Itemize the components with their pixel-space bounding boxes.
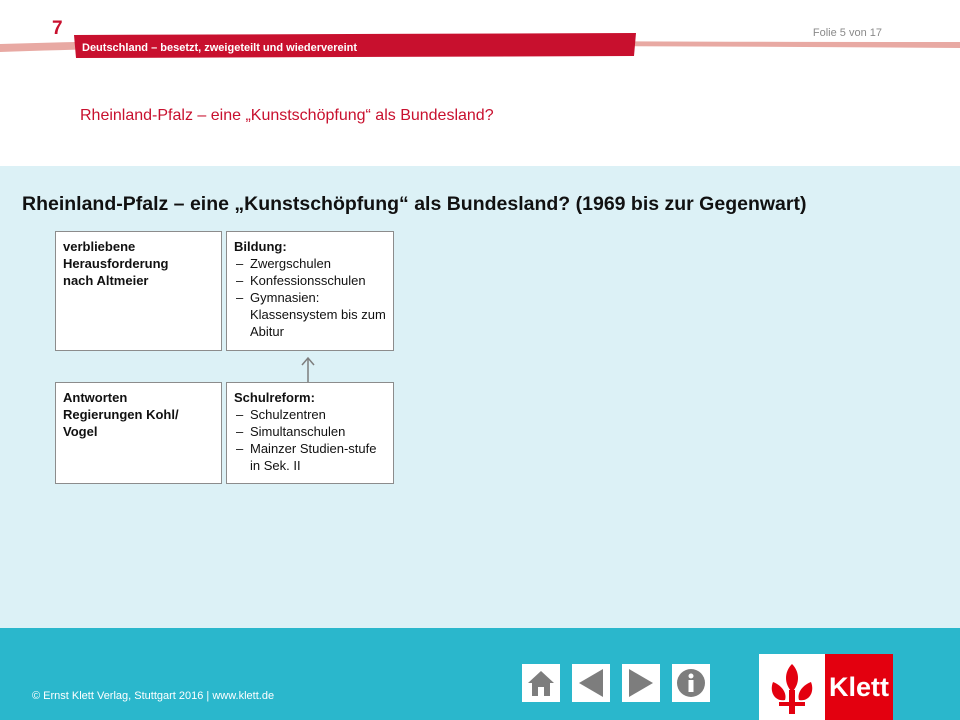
next-button[interactable] bbox=[622, 664, 660, 702]
list-item: – Mainzer Studien-stufe in Sek. II bbox=[234, 440, 386, 474]
home-icon bbox=[524, 666, 558, 700]
education-list bbox=[234, 255, 386, 340]
chapter-title: Deutschland – besetzt, zweigeteilt und wiedervereint bbox=[82, 42, 358, 54]
previous-button[interactable] bbox=[572, 664, 610, 702]
reform-heading: Schulreform: bbox=[234, 390, 315, 405]
slide-title: Rheinland-Pfalz – eine „Kunstschöpfung“ als Bundesland? (1969 bis zur Gegenwart) bbox=[22, 193, 807, 215]
education-heading: Bildung: bbox=[234, 239, 287, 254]
list-item: – Simultanschulen bbox=[234, 423, 386, 440]
page-subtitle: Rheinland-Pfalz – eine „Kunstschöpfung“ als Bundesland? bbox=[80, 107, 494, 124]
education-box bbox=[226, 231, 394, 351]
slide-counter: Folie 5 von 17 bbox=[812, 27, 882, 39]
list-item: – Schulzentren bbox=[234, 406, 386, 423]
chapter-number: 7 bbox=[52, 18, 63, 39]
answers-label-box bbox=[55, 382, 222, 484]
list-item: – Zwergschulen bbox=[234, 255, 386, 272]
info-button[interactable] bbox=[672, 664, 710, 702]
reform-box bbox=[226, 382, 394, 484]
klett-logo-text: Klett bbox=[829, 672, 889, 702]
home-button[interactable] bbox=[522, 664, 560, 702]
reform-list bbox=[234, 406, 386, 474]
klett-logo bbox=[759, 654, 893, 720]
previous-icon bbox=[574, 666, 608, 700]
copyright: © Ernst Klett Verlag, Stuttgart 2016 | www.klett.de bbox=[32, 690, 275, 702]
challenge-label-box bbox=[55, 231, 222, 351]
list-item: – Gymnasien: Klassensystem bis zum Abitur bbox=[234, 289, 386, 340]
challenge-label: verbliebene Herausforderung nach Altmeier bbox=[63, 239, 169, 288]
list-item: – Konfessionsschulen bbox=[234, 272, 386, 289]
lily-icon bbox=[759, 654, 825, 720]
up-arrow-icon bbox=[300, 356, 316, 382]
info-icon bbox=[674, 666, 708, 700]
next-icon bbox=[624, 666, 658, 700]
answers-label: Antworten Regierungen Kohl/ Vogel bbox=[63, 390, 179, 439]
